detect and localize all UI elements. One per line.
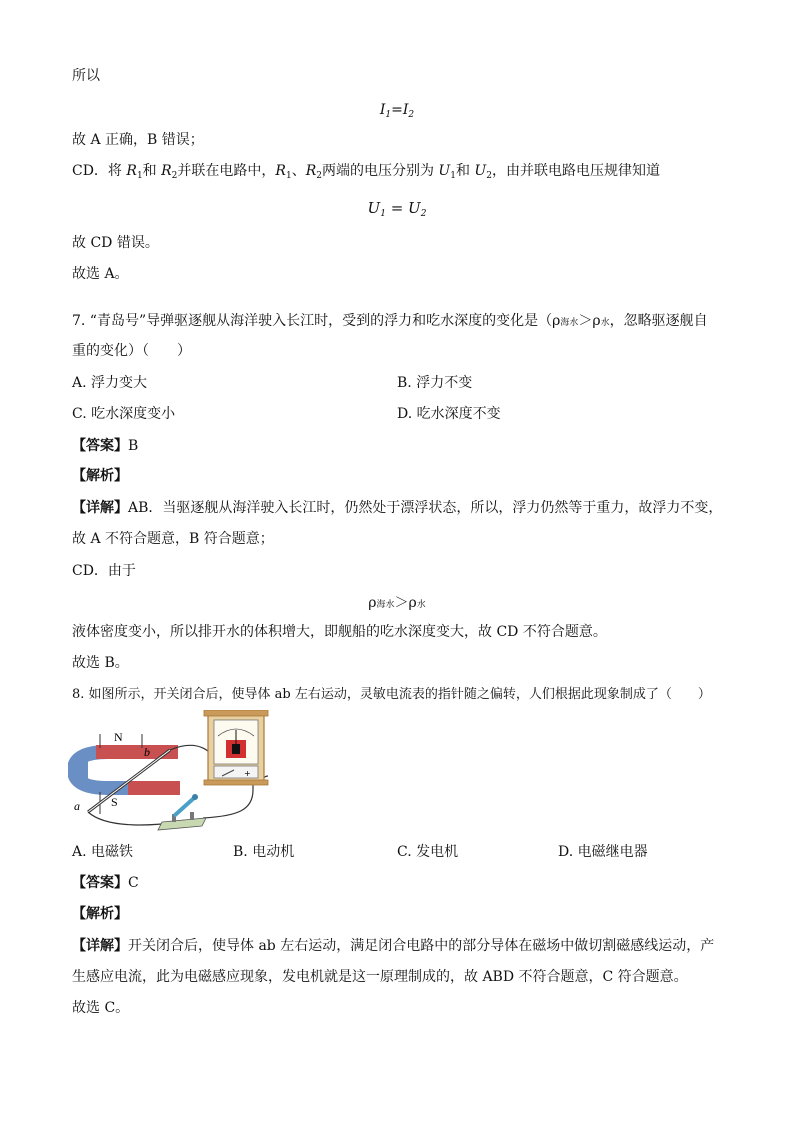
label-b: b [144, 745, 150, 759]
q7-answer [72, 436, 138, 456]
svg-text:+: + [244, 769, 251, 778]
eq-sub: 1 [385, 110, 392, 120]
q8-option-a: A. 电磁铁 [72, 844, 134, 860]
q7-density-relation [0, 593, 794, 615]
equation-voltage [0, 198, 794, 224]
eq-var: I [402, 102, 409, 118]
conclusion-cd: 故 CD 错误。 [72, 235, 159, 251]
text-suoyi: 所以 [72, 68, 100, 84]
conclusion-ab: 故 A 正确，B 错误； [72, 132, 204, 148]
sub: 海水 [560, 318, 579, 328]
sub: 1 [450, 171, 456, 181]
detail-tag: 【详解】 [72, 500, 128, 516]
q8-figure-induction-apparatus [68, 710, 358, 835]
q6-final-answer: 故选 A。 [72, 266, 129, 282]
q7-detail-line1 [72, 498, 722, 518]
q8-option-c: C. 发电机 [397, 844, 459, 860]
eq-var: U [408, 199, 421, 217]
sub: 2 [486, 171, 492, 181]
q7-detail-line2: 故 A 不符合题意，B 符合题意； [72, 531, 274, 547]
eq-sign: = [391, 102, 403, 118]
text-part: 并联在电路中， [177, 163, 276, 179]
text-part: 和 [142, 163, 162, 179]
var-u2: U [474, 163, 487, 179]
q8-option-d: D. 电磁继电器 [558, 844, 648, 860]
text-part: ，由并联电路电压规律知道 [491, 163, 660, 179]
q7-option-c: C. 吃水深度变小 [72, 406, 176, 422]
label-n: N [114, 730, 123, 744]
text-part: 7. “青岛号”导弹驱逐舰从海洋驶入长江时，受到的浮力和吃水深度的变化是（ρ [72, 313, 561, 329]
q7-option-b: B. 浮力不变 [397, 375, 473, 391]
label-a: a [74, 799, 80, 813]
sub: 2 [316, 171, 322, 181]
answer-value: C [128, 875, 139, 891]
detail-tag: 【详解】 [72, 938, 128, 954]
text-part: AB．当驱逐舰从海洋驶入长江时，仍然处于漂浮状态，所以，浮力仍然等于重力，故浮力不变， [128, 500, 723, 516]
text-part: ＞ρ [578, 313, 601, 329]
text-part: ＞ρ [394, 595, 417, 611]
q8-stem: 8. 如图所示，开关闭合后，使导体 ab 左右运动，灵敏电流表的指针随之偏转，人们根据此现象制成了（ ） [72, 687, 711, 702]
eq-sub: 2 [408, 110, 415, 120]
answer-tag: 【答案】 [72, 875, 128, 891]
q8-detail-line1 [72, 936, 714, 956]
sub: 海水 [376, 600, 395, 610]
q8-answer [72, 873, 139, 893]
text-part: 、 [291, 163, 306, 179]
var-r1: R [275, 163, 286, 179]
q7-option-a: A. 浮力变大 [72, 375, 148, 391]
q7-option-d: D. 吃水深度不变 [397, 406, 501, 422]
eq-sub: 2 [420, 209, 427, 219]
switch [158, 794, 206, 830]
var-u1: U [438, 163, 451, 179]
eq-var: I [379, 102, 386, 118]
q7-final-answer: 故选 B。 [72, 655, 129, 671]
cd-explanation [72, 161, 660, 186]
sub: 2 [171, 171, 178, 181]
eq-sub: 1 [380, 209, 386, 219]
q7-analysis-tag: 【解析】 [72, 468, 128, 484]
var-r2: R [305, 163, 317, 179]
text-part: 开关闭合后，使导体 ab 左右运动，满足闭合电路中的部分导体在磁场中做切割磁感线运动，产 [128, 938, 715, 954]
label-s: S [111, 795, 118, 809]
answer-value: B [128, 438, 139, 454]
eq-sign: = [385, 199, 409, 217]
text-part: 两端的电压分别为 [321, 163, 439, 179]
q8-final-answer: 故选 C。 [72, 1000, 130, 1016]
q7-detail-line3: CD．由于 [72, 563, 136, 579]
eq-var: U [367, 199, 381, 217]
text-part: 和 [455, 163, 475, 179]
sub: 1 [285, 171, 292, 181]
rho: ρ [368, 595, 377, 611]
q7-detail-line4: 液体密度变小，所以排开水的体积增大，即舰船的吃水深度变大，故 CD 不符合题意。 [72, 624, 607, 640]
var-r1: R [126, 163, 137, 179]
sub: 1 [136, 171, 143, 181]
text-part: ，忽略驱逐舰自 [609, 313, 708, 329]
var-r2: R [161, 163, 172, 179]
q7-stem-line1 [72, 311, 708, 333]
sub: 水 [600, 318, 610, 328]
q8-detail-line2: 生感应电流，此为电磁感应现象，发电机就是这一原理制成的，故 ABD 不符合题意，C 符合题意。 [72, 969, 688, 985]
answer-tag: 【答案】 [72, 438, 128, 454]
q8-option-b: B. 电动机 [233, 844, 295, 860]
text-part: CD．将 [72, 163, 127, 179]
galvanometer [204, 710, 268, 785]
equation-current [0, 100, 794, 125]
q8-analysis-tag: 【解析】 [72, 906, 128, 922]
sub: 水 [416, 600, 426, 610]
q7-stem-line2: 重的变化）（ ） [72, 343, 191, 359]
